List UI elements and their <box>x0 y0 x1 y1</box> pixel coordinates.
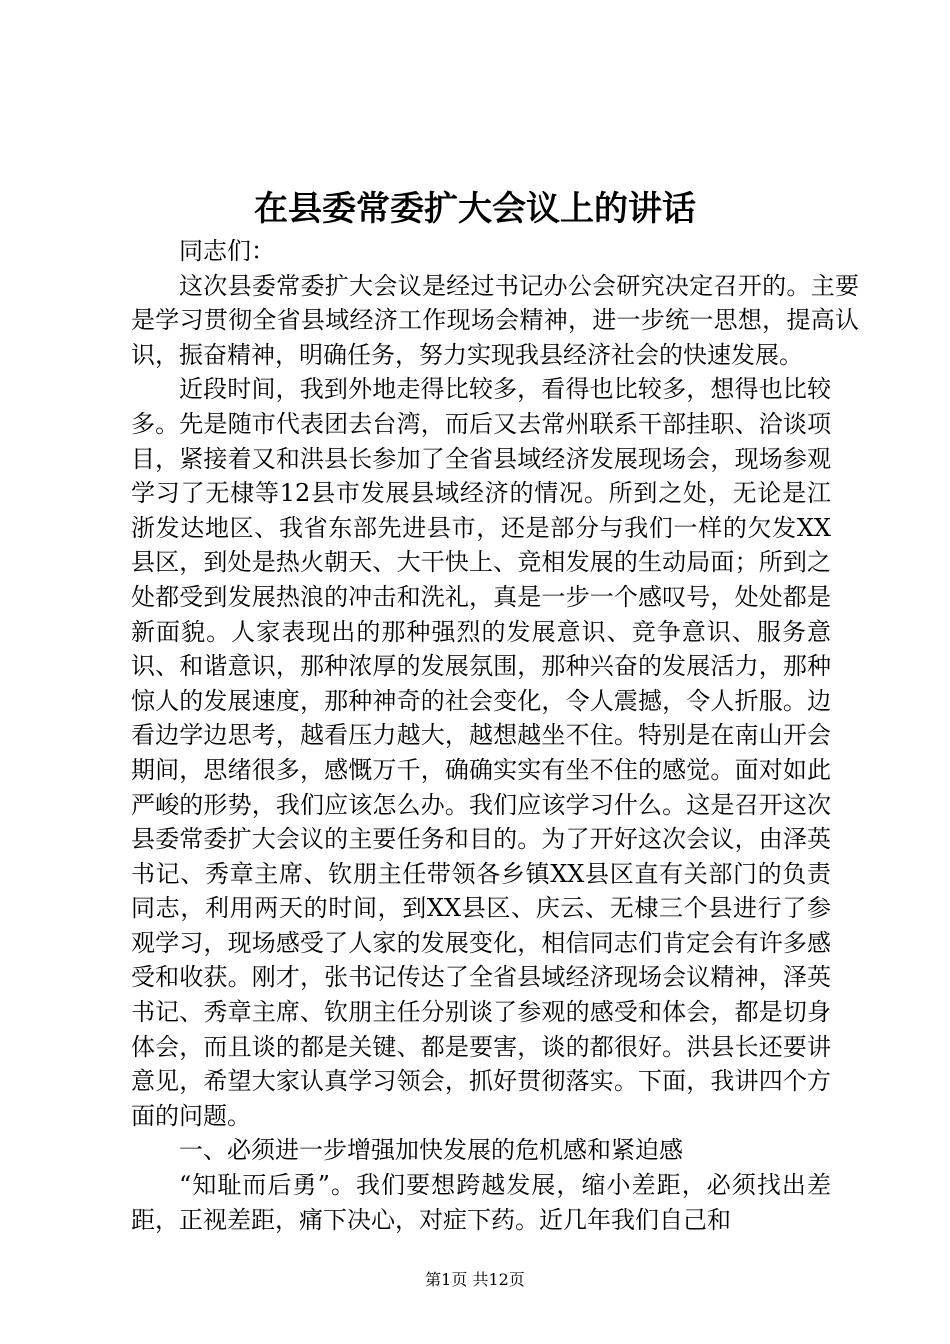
document-body <box>131 234 859 1237</box>
section-heading: 一、必须进一步增强加快发展的危机感和紧迫感 <box>179 1136 683 1165</box>
body-paragraph: 近段时间，我到外地走得比较多，看得也比较多，想得也比较多。先是随市代表团去台湾，而后又去常州联系干部挂职、洽谈项目，紧接着又和洪县长参加了全省县域经济发展现场会，现场参观学习了无棣等12县市发展县域经济的情况。所到之处，无论是江浙发达地区、我省东部先进县市，还是部分与我们一样的欠发XX县区，到处是热火朝天、大干快上、竞相发展的生动局面；所到之处都受到发展热浪的冲击和洗礼，真是一步一个感叹号，处处都是新面貌。人家表现出的那种强烈的发展意识、竞争意识、服务意识、和谐意识，那种浓厚的发展氛围，那种兴奋的发展活力，那种惊人的发展速度，那种神奇的社会变化，令人震撼，令人折服。边看边学边思考，越看压力越大，越想越坐不住。特别是在南山开会期间，思绪很多，感慨万千，确确实实有坐不住的感觉。面对如此严峻的形势，我们应该怎么办。我们应该学习什么。这是召开这次县委常委扩大会议的主要任务和目的。为了开好这次会议，由泽英书记、秀章主席、钦朋主任带领各乡镇XX县区直有关部门的负责同志，利用两天的时间，到XX县区、庆云、无棣三个县进行了参观学习，现场感受了人家的发展变化，相信同志们肯定会有许多感受和收获。刚才，张书记传达了全省县域经济现场会议精神，泽英书记、秀章主席、钦朋主任分别谈了参观的感受和体会，都是切身体会，而且谈的都是关键、都是要害，谈的都很好。洪县长还要讲意见，希望大家认真学习领会，抓好贯彻落实。下面，我讲四个方面的问题。 <box>131 375 831 1130</box>
page-footer: 第1页 共12页 <box>425 1270 525 1289</box>
salutation-paragraph: 同志们： <box>179 237 275 265</box>
document-title: 在县委常委扩大会议上的讲话 <box>254 189 696 229</box>
body-paragraph: “知耻而后勇”。我们要想跨越发展，缩小差距，必须找出差距，正视差距，痛下决心，对症下药。近几年我们自己和 <box>131 1171 831 1234</box>
intro-paragraph: 这次县委常委扩大会议是经过书记办公会研究决定召开的。主要是学习贯彻全省县域经济工作现场会精神，进一步统一思想，提高认识，振奋精神，明确任务，努力实现我县经济社会的快速发展。 <box>131 271 859 369</box>
